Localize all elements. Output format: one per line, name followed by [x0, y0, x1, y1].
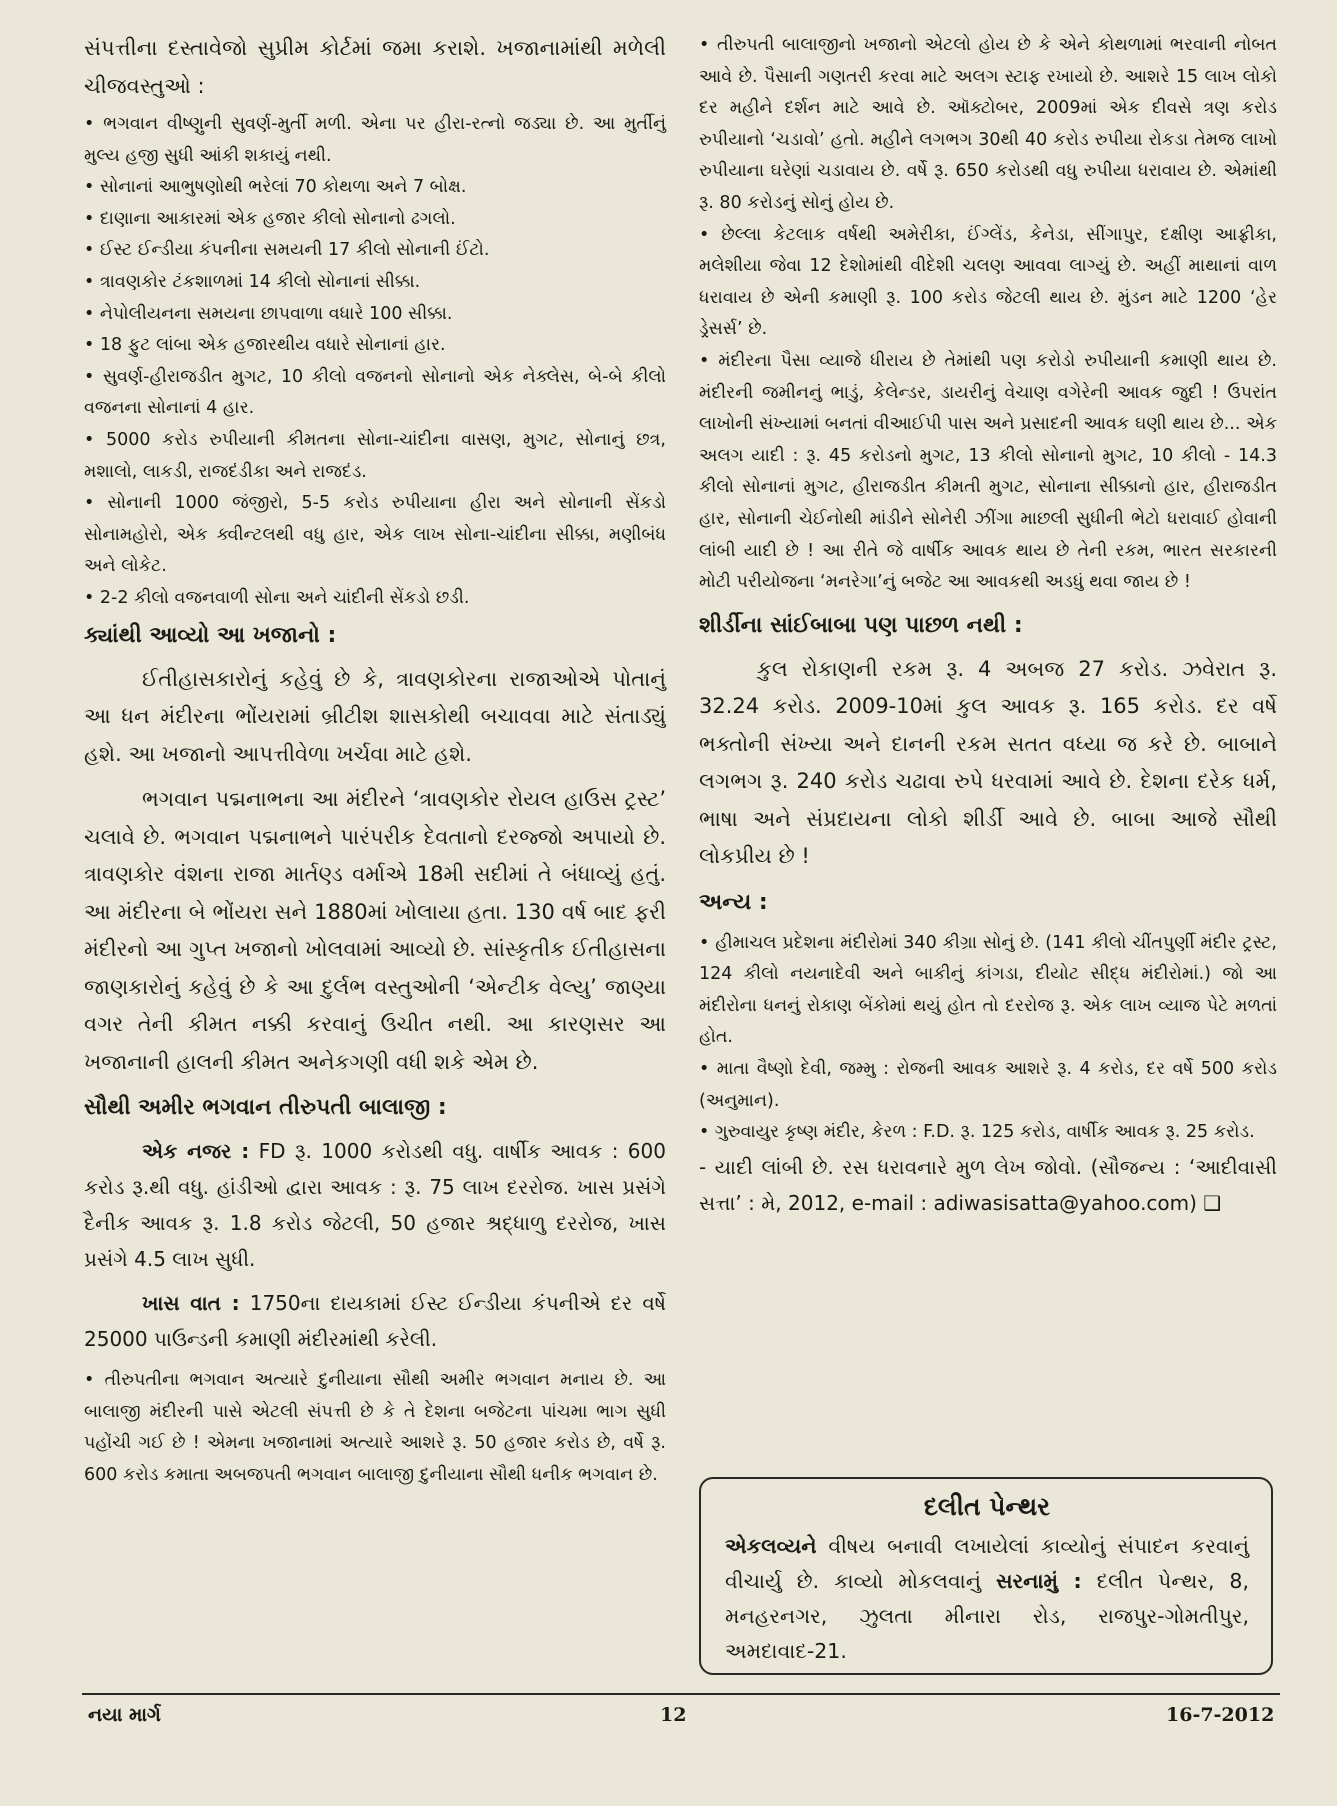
paragraph: કુલ રોકાણની રકમ રૂ. 4 અબજ 27 કરોડ. ઝવેરાત રૂ. 32.24 કરોડ. 2009-10માં કુલ આવક રૂ. 165 કરોડ. દર વર્ષે ભક્તોની સંખ્યા અને દાનની રકમ સતત વધ્યા જ કરે છે. બાબાને લગભગ રૂ. 240 કરોડ ચઢાવા રુપે ધરવામાં આવે છે. દેશના દરેક ધર્મ, ભાષા અને સંપ્રદાયના લોકો શીર્ડી આવે છે. બાબા આજે સૌથી લોકપ્રીય છે !	[699, 656, 1277, 869]
list-item: • હીમાચલ પ્રદેશના મંદીરોમાં 340 કીગ્રા સોનું છે. (141 કીલો ચીંતપુર્ણી મંદીર ટ્રસ્ટ, 124 કીલો નયનાદેવી અને બાકીનું કાંગડા, દીયોટ સીદ્ધ મંદીરોમાં.) જો આ મંદીરોના ધનનું રોકાણ બેંકોમાં થયું હોત તો દરરોજ રૂ. એક લાખ વ્યાજ પેટે મળતાં હોત.	[699, 932, 1277, 1048]
notice-body	[725, 1529, 1249, 1669]
left-column	[84, 30, 666, 1491]
special-text: 1750ના દાયકામાં ઈસ્ટ ઈન્ડીયા કંપનીએ દર વર્ષે 25000 પાઉન્ડની કમાણી મંદીરમાંથી કરેલી.	[84, 1291, 666, 1351]
section-heading: શીર્ડીના સાંઈબાબા પણ પાછળ નથી :	[699, 612, 1023, 638]
intro-text: સંપત્તીના દસ્તાવેજો સુપ્રીમ કોર્ટમાં જમા કરાશે. ખજાનામાંથી મળેલી ચીજવસ્તુઓ :	[84, 36, 666, 98]
dalit-panther-notice	[699, 1477, 1273, 1675]
list-item: • 5000 કરોડ રુપીયાની કીમતના સોના-ચાંદીના વાસણ, મુગટ, સોનાનું છત્ર, મશાલો, લાકડી, રાજદંડીકા અને રાજદંડ.	[84, 429, 666, 482]
section-heading: સૌથી અમીર ભગવાન તીરુપતી બાલાજી :	[84, 1095, 447, 1120]
address-label: સરનામું :	[995, 1569, 1082, 1593]
list-item: • ઈસ્ટ ઈન્ડીયા કંપનીના સમયની 17 કીલો સોનાની ઈંટો.	[84, 240, 490, 261]
glance-text: FD રૂ. 1000 કરોડથી વધુ. વાર્ષીક આવક : 600 કરોડ રૂ.થી વધુ. હાંડીઓ દ્વારા આવક : રૂ. 75 લાખ દરરોજ. ખાસ પ્રસંગે દૈનીક આવક રૂ. 1.8 કરોડ જેટલી, 50 હજાર શ્રદ્ધાળુ દરરોજ, ખાસ પ્રસંગે 4.5 લાખ સુધી.	[84, 1139, 666, 1271]
special-paragraph	[84, 1285, 666, 1357]
list-item: • ત્રાવણકોર ટંકશાળમાં 14 કીલો સોનાનાં સીક્કા.	[84, 271, 421, 292]
page-number: 12	[660, 1704, 687, 1726]
section-heading: ક્યાંથી આવ્યો આ ખજાનો :	[84, 622, 337, 648]
list-item: • નેપોલીયનના સમયના છાપવાળા વધારે 100 સીક્કા.	[84, 303, 453, 324]
list-item: • મંદીરના પૈસા વ્યાજે ધીરાય છે તેમાંથી પણ કરોડો રુપીયાની કમાણી થાય છે. મંદીરની જમીનનું ભાડું, કેલેન્ડર, ડાયરીનું વેચાણ વગેરેની આવક જુદી ! ઉપરાંત લાખોની સંખ્યામાં બનતાં વીઆઈપી પાસ અને પ્રસાદની આવક ઘણી થાય છે... એક અલગ યાદી : રૂ. 45 કરોડનો મુગટ, 13 કીલો સોનાનો મુગટ, 10 કીલો - 14.3 કીલો સોનાનાં મુગટ, હીરાજડીત કીમતી મુગટ, સોનાના સીક્કાનો હાર, હીરાજડીત હાર, સોનાની ચેઈનોથી માંડીને સોનેરી ઝીંગા માછલી સુધીની ભેટો ધરાવાઈ હોવાની લાંબી યાદી છે ! આ રીતે જે વાર્ષીક આવક થાય છે તેની રકમ, ભારત સરકારની મોટી પરીયોજના ‘મનરેગા’નું બજેટ આ આવકથી અડધું થવા જાય છે !	[699, 350, 1277, 593]
notice-text: વીષય બનાવી લખાયેલાં કાવ્યોનું સંપાદન કરવાનું વીચાર્યુ છે. કાવ્યો મોકલવાનું	[725, 1534, 1249, 1593]
list-item: • છેલ્લા કેટલાક વર્ષથી અમેરીકા, ઈંગ્લેંડ, કેનેડા, સીંગાપુર, દક્ષીણ આફ્રીકા, મલેશીયા જેવા 12 દેશોમાંથી વીદેશી ચલણ આવવા લાગ્યું છે. અહીં માથાનાં વાળ ધરાવાય છે એની કમાણી રૂ. 100 કરોડ જેટલી થાય છે. મુંડન માટે 1200 ‘હેર ડ્રેસર્સ’ છે.	[699, 224, 1277, 340]
notice-title: દલીત પેન્થર	[923, 1492, 1051, 1521]
special-label: ખાસ વાત :	[142, 1291, 240, 1315]
closing-note: - યાદી લાંબી છે. રસ ધરાવનારે મુળ લેખ જોવો. (સૌજન્ય : ‘આદીવાસી સત્તા’ : મે, 2012, e-mail : adiwasisatta@yahoo.com) ❑	[699, 1154, 1277, 1215]
list-item: • તીરુપતીના ભગવાન અત્યારે દુનીયાના સૌથી અમીર ભગવાન મનાય છે. આ બાલાજી મંદીરની પાસે એટલી સંપત્તી છે કે તે દેશના બજેટના પાંચમા ભાગ સુધી પહોંચી ગઈ છે ! એમના ખજાનામાં અત્યારે આશરે રૂ. 50 હજાર કરોડ છે, વર્ષે રૂ. 600 કરોડ કમાતા અબજપતી ભગવાન બાલાજી દુનીયાના સૌથી ધનીક ભગવાન છે.	[84, 1370, 666, 1485]
list-item: • ભગવાન વીષ્ણુની સુવર્ણ-મુર્તી મળી. એના પર હીરા-રત્નો જડ્યા છે. આ મુર્તીનું મુલ્ય હજી સુધી આંકી શકાયું નથી.	[84, 114, 666, 166]
paragraph: ભગવાન પદ્મનાભના આ મંદીરને ‘ત્રાવણકોર રોયલ હાઉસ ટ્રસ્ટ’ ચલાવે છે. ભગવાન પદ્મનાભને પારંપરીક દેવતાનો દરજ્જો અપાયો છે. ત્રાવણકોર વંશના રાજા માર્તણ્ડ વર્માએ 18મી સદીમાં તે બંધાવ્યું હતું. આ મંદીરના બે ભોંયરા સને 1880માં ખોલાયા હતા. 130 વર્ષ બાદ ફરી મંદીરનો આ ગુપ્ત ખજાનો ખોલવામાં આવ્યો છે. સાંસ્કૃતીક ઈતીહાસના જાણકારોનું કહેવું છે કે આ દુર્લભ વસ્તુઓની ‘એન્ટીક વેલ્યુ’ જાણ્યા વગર તેની કીમત નક્કી કરવાનું ઉચીત નથી. આ કારણસર આ ખજાનાની હાલની કીમત અનેકગણી વધી શકે એમ છે.	[84, 787, 666, 1074]
section-heading: અન્ય :	[699, 889, 768, 915]
treasure-list	[84, 109, 666, 615]
list-item: • તીરુપતી બાલાજીનો ખજાનો એટલો હોય છે કે એને કોથળામાં ભરવાની નોબત આવે છે. પૈસાની ગણતરી કરવા માટે અલગ સ્ટાફ રખાયો છે. આશરે 15 લાખ લોકો દર મહીને દર્શન માટે આવે છે. ઑક્ટોબર, 2009માં એક દીવસે ત્રણ કરોડ રુપીયાનો ‘ચડાવો’ હતો. મહીને લગભગ 30થી 40 કરોડ રુપીયા રોકડા તેમજ લાખો રુપીયાના ઘરેણાં ચડાવાય છે. વર્ષે રૂ. 650 કરોડથી વધુ રુપીયા ધરાવાય છે. એમાંથી રૂ. 80 કરોડનું સોનું હોય છે.	[699, 35, 1277, 213]
list-item: • દાણાના આકારમાં એક હજાર કીલો સોનાનો ઢગલો.	[84, 208, 456, 229]
glance-label: એક નજર :	[142, 1139, 250, 1163]
notice-address: દલીત પેન્થર, 8, મનહરનગર, ઝુલતા મીનારા રોડ, રાજપુર-ગોમતીપુર, અમદાવાદ-21.	[725, 1569, 1249, 1663]
paragraph: ઈતીહાસકારોનું કહેવું છે કે, ત્રાવણકોરના રાજાઓએ પોતાનું આ ધન મંદીરના ભોંયરામાં બ્રીટીશ શાસકોથી બચાવવા માટે સંતાડ્યું હશે. આ ખજાનો આપત્તીવેળા ખર્ચવા માટે હશે.	[84, 666, 666, 766]
footer-rule	[82, 1693, 1280, 1695]
list-item: • 2-2 કીલો વજનવાળી સોના અને ચાંદીની સેંકડો છડી.	[84, 587, 470, 608]
magazine-name: નયા માર્ગ	[88, 1704, 161, 1726]
list-item: • 18 ફુટ લાંબા એક હજારથીય વધારે સોનાનાં હાર.	[84, 335, 446, 356]
issue-date: 16-7-2012	[1166, 1704, 1275, 1726]
list-item: • સોનાનાં આભુષણોથી ભરેલાં 70 કોથળા અને 7 બોક્ષ.	[84, 177, 467, 198]
notice-bold-word: એકલવ્યને	[725, 1534, 817, 1558]
glance-paragraph	[84, 1133, 666, 1277]
list-item: • માતા વૈષ્ણો દેવી, જમ્મુ : રોજની આવક આશરે રૂ. 4 કરોડ, દર વર્ષે 500 કરોડ (અનુમાન).	[699, 1059, 1277, 1111]
list-item: • સોનાની 1000 જંજીરો, 5-5 કરોડ રુપીયાના હીરા અને સોનાની સેંકડો સોનામહોરો, એક ક્વીન્ટલથી વધુ હાર, એક લાખ સોના-ચાંદીના સીક્કા, મણીબંધ અને લોકેટ.	[84, 493, 666, 577]
list-item: • સુવર્ણ-હીરાજડીત મુગટ, 10 કીલો વજનનો સોનાનો એક નેક્લેસ, બે-બે કીલો વજનના સોનાનાં 4 હાર.	[84, 366, 666, 419]
list-item: • ગુરુવાયુર કૃષ્ણ મંદીર, કેરળ : F.D. રૂ. 125 કરોડ, વાર્ષીક આવક રૂ. 25 કરોડ.	[699, 1122, 1255, 1143]
right-column	[699, 30, 1277, 1221]
